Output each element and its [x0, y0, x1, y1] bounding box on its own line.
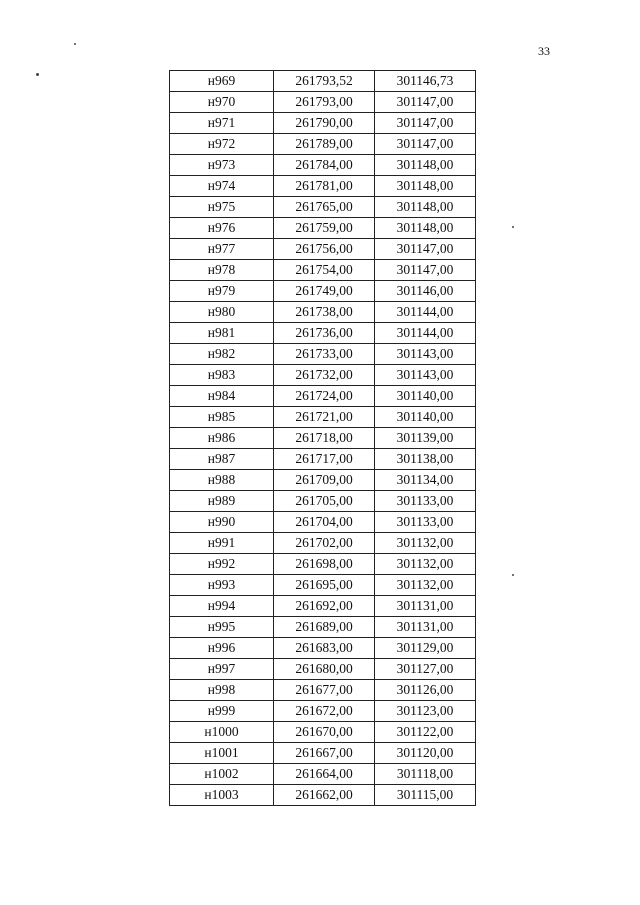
y-coordinate-cell: 301115,00 [375, 785, 476, 806]
table-row [170, 449, 476, 470]
table-row [170, 491, 476, 512]
y-coordinate-cell: 301148,00 [375, 176, 476, 197]
table-row [170, 407, 476, 428]
x-coordinate-cell: 261736,00 [274, 323, 375, 344]
table-row [170, 92, 476, 113]
table-row [170, 197, 476, 218]
y-coordinate-cell: 301148,00 [375, 155, 476, 176]
table-row [170, 281, 476, 302]
point-id-cell: н981 [170, 323, 274, 344]
y-coordinate-cell: 301133,00 [375, 491, 476, 512]
x-coordinate-cell: 261756,00 [274, 239, 375, 260]
page-number: 33 [538, 44, 550, 58]
table-row [170, 785, 476, 806]
table-row [170, 365, 476, 386]
table-row [170, 470, 476, 491]
point-id-cell: н971 [170, 113, 274, 134]
table-row [170, 218, 476, 239]
point-id-cell: н982 [170, 344, 274, 365]
table-row [170, 512, 476, 533]
y-coordinate-cell: 301140,00 [375, 407, 476, 428]
point-id-cell: н972 [170, 134, 274, 155]
point-id-cell: н997 [170, 659, 274, 680]
point-id-cell: н985 [170, 407, 274, 428]
point-id-cell: н994 [170, 596, 274, 617]
table-row [170, 659, 476, 680]
table-row [170, 680, 476, 701]
y-coordinate-cell: 301126,00 [375, 680, 476, 701]
point-id-cell: н987 [170, 449, 274, 470]
y-coordinate-cell: 301143,00 [375, 365, 476, 386]
table-row [170, 554, 476, 575]
y-coordinate-cell: 301143,00 [375, 344, 476, 365]
x-coordinate-cell: 261721,00 [274, 407, 375, 428]
point-id-cell: н998 [170, 680, 274, 701]
point-id-cell: н988 [170, 470, 274, 491]
y-coordinate-cell: 301144,00 [375, 323, 476, 344]
table-row [170, 386, 476, 407]
y-coordinate-cell: 301123,00 [375, 701, 476, 722]
table-row [170, 701, 476, 722]
x-coordinate-cell: 261705,00 [274, 491, 375, 512]
table-row [170, 302, 476, 323]
table-row [170, 533, 476, 554]
y-coordinate-cell: 301131,00 [375, 596, 476, 617]
y-coordinate-cell: 301134,00 [375, 470, 476, 491]
point-id-cell: н970 [170, 92, 274, 113]
y-coordinate-cell: 301139,00 [375, 428, 476, 449]
table-row [170, 743, 476, 764]
table-row [170, 428, 476, 449]
x-coordinate-cell: 261695,00 [274, 575, 375, 596]
point-id-cell: н977 [170, 239, 274, 260]
point-id-cell: н1002 [170, 764, 274, 785]
table-row [170, 323, 476, 344]
point-id-cell: н984 [170, 386, 274, 407]
x-coordinate-cell: 261692,00 [274, 596, 375, 617]
table-row [170, 638, 476, 659]
point-id-cell: н989 [170, 491, 274, 512]
point-id-cell: н979 [170, 281, 274, 302]
y-coordinate-cell: 301144,00 [375, 302, 476, 323]
x-coordinate-cell: 261754,00 [274, 260, 375, 281]
y-coordinate-cell: 301147,00 [375, 134, 476, 155]
point-id-cell: н974 [170, 176, 274, 197]
table-row [170, 113, 476, 134]
scan-speck [512, 574, 514, 576]
x-coordinate-cell: 261717,00 [274, 449, 375, 470]
y-coordinate-cell: 301147,00 [375, 92, 476, 113]
y-coordinate-cell: 301131,00 [375, 617, 476, 638]
x-coordinate-cell: 261704,00 [274, 512, 375, 533]
table-row [170, 764, 476, 785]
x-coordinate-cell: 261662,00 [274, 785, 375, 806]
x-coordinate-cell: 261718,00 [274, 428, 375, 449]
point-id-cell: н993 [170, 575, 274, 596]
y-coordinate-cell: 301127,00 [375, 659, 476, 680]
x-coordinate-cell: 261677,00 [274, 680, 375, 701]
x-coordinate-cell: 261738,00 [274, 302, 375, 323]
scan-speck [512, 226, 514, 228]
y-coordinate-cell: 301129,00 [375, 638, 476, 659]
x-coordinate-cell: 261790,00 [274, 113, 375, 134]
point-id-cell: н983 [170, 365, 274, 386]
table-row [170, 344, 476, 365]
x-coordinate-cell: 261724,00 [274, 386, 375, 407]
point-id-cell: н1001 [170, 743, 274, 764]
x-coordinate-cell: 261709,00 [274, 470, 375, 491]
table-row [170, 617, 476, 638]
point-id-cell: н975 [170, 197, 274, 218]
y-coordinate-cell: 301122,00 [375, 722, 476, 743]
x-coordinate-cell: 261733,00 [274, 344, 375, 365]
scan-speck [74, 43, 76, 45]
x-coordinate-cell: 261793,52 [274, 71, 375, 92]
y-coordinate-cell: 301147,00 [375, 113, 476, 134]
coordinates-table-body [170, 71, 476, 806]
y-coordinate-cell: 301132,00 [375, 554, 476, 575]
scan-speck [36, 73, 39, 76]
x-coordinate-cell: 261759,00 [274, 218, 375, 239]
point-id-cell: н973 [170, 155, 274, 176]
x-coordinate-cell: 261732,00 [274, 365, 375, 386]
x-coordinate-cell: 261781,00 [274, 176, 375, 197]
table-row [170, 134, 476, 155]
x-coordinate-cell: 261667,00 [274, 743, 375, 764]
table-row [170, 596, 476, 617]
point-id-cell: н996 [170, 638, 274, 659]
x-coordinate-cell: 261683,00 [274, 638, 375, 659]
point-id-cell: н1003 [170, 785, 274, 806]
point-id-cell: н991 [170, 533, 274, 554]
point-id-cell: н978 [170, 260, 274, 281]
point-id-cell: н986 [170, 428, 274, 449]
point-id-cell: н1000 [170, 722, 274, 743]
x-coordinate-cell: 261689,00 [274, 617, 375, 638]
x-coordinate-cell: 261749,00 [274, 281, 375, 302]
x-coordinate-cell: 261789,00 [274, 134, 375, 155]
x-coordinate-cell: 261664,00 [274, 764, 375, 785]
y-coordinate-cell: 301148,00 [375, 197, 476, 218]
y-coordinate-cell: 301147,00 [375, 239, 476, 260]
x-coordinate-cell: 261672,00 [274, 701, 375, 722]
y-coordinate-cell: 301147,00 [375, 260, 476, 281]
point-id-cell: н999 [170, 701, 274, 722]
y-coordinate-cell: 301138,00 [375, 449, 476, 470]
y-coordinate-cell: 301118,00 [375, 764, 476, 785]
table-row [170, 71, 476, 92]
point-id-cell: н995 [170, 617, 274, 638]
y-coordinate-cell: 301120,00 [375, 743, 476, 764]
x-coordinate-cell: 261698,00 [274, 554, 375, 575]
x-coordinate-cell: 261765,00 [274, 197, 375, 218]
x-coordinate-cell: 261784,00 [274, 155, 375, 176]
table-row [170, 722, 476, 743]
point-id-cell: н969 [170, 71, 274, 92]
y-coordinate-cell: 301132,00 [375, 575, 476, 596]
y-coordinate-cell: 301140,00 [375, 386, 476, 407]
y-coordinate-cell: 301132,00 [375, 533, 476, 554]
y-coordinate-cell: 301146,73 [375, 71, 476, 92]
x-coordinate-cell: 261680,00 [274, 659, 375, 680]
coordinates-table [169, 70, 476, 806]
y-coordinate-cell: 301146,00 [375, 281, 476, 302]
table-row [170, 260, 476, 281]
x-coordinate-cell: 261793,00 [274, 92, 375, 113]
table-row [170, 176, 476, 197]
point-id-cell: н980 [170, 302, 274, 323]
table-row [170, 575, 476, 596]
y-coordinate-cell: 301133,00 [375, 512, 476, 533]
x-coordinate-cell: 261670,00 [274, 722, 375, 743]
y-coordinate-cell: 301148,00 [375, 218, 476, 239]
x-coordinate-cell: 261702,00 [274, 533, 375, 554]
table-row [170, 155, 476, 176]
point-id-cell: н992 [170, 554, 274, 575]
point-id-cell: н976 [170, 218, 274, 239]
table-row [170, 239, 476, 260]
point-id-cell: н990 [170, 512, 274, 533]
